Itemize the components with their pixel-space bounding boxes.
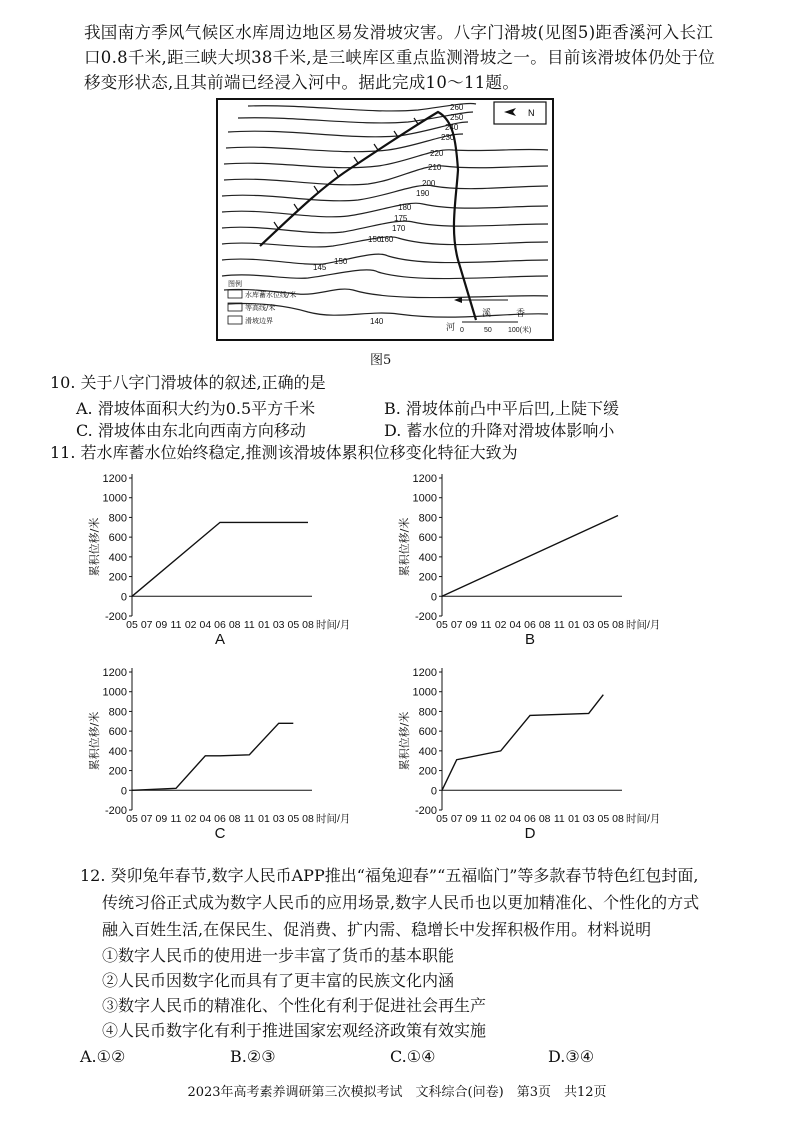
y-tick-label: 600 (108, 726, 127, 739)
scale-label: 0 (460, 327, 464, 334)
series-line (132, 723, 293, 790)
y-tick-label: 800 (108, 512, 127, 525)
x-tick-label: 05 (597, 619, 610, 631)
x-tick-label: 07 (450, 813, 463, 825)
x-axis-label: 时间/月 (316, 619, 351, 631)
x-tick-label: 04 (199, 813, 212, 825)
x-tick-label: 11 (553, 619, 565, 631)
y-tick-label: 600 (418, 532, 437, 545)
x-axis-label: 时间/月 (626, 619, 661, 631)
contour-label: 190 (416, 189, 430, 198)
x-tick-label: 02 (494, 813, 507, 825)
x-tick-label: 08 (612, 619, 624, 631)
x-tick-label: 09 (465, 813, 478, 825)
x-tick-label: 09 (155, 813, 168, 825)
x-tick-label: 02 (184, 813, 197, 825)
contour-label: 250 (450, 113, 464, 122)
x-tick-label: 03 (272, 813, 285, 825)
y-tick-label: 1000 (102, 492, 127, 505)
x-tick-label: 09 (465, 619, 478, 631)
series-line (132, 522, 308, 596)
q12-item-4: ④人民币数字化有利于推进国家宏观经济政策有效实施 (102, 1021, 487, 1040)
contour-label: 230 (441, 133, 455, 142)
y-tick-label: -200 (104, 805, 127, 817)
q10-stem: 10. 关于八字门滑坡体的叙述,正确的是 (50, 373, 326, 392)
y-tick-label: 1200 (102, 473, 127, 485)
x-tick-label: 04 (199, 619, 212, 631)
x-tick-label: 08 (612, 813, 624, 825)
y-tick-label: 800 (418, 512, 437, 525)
x-tick-label: 05 (126, 813, 138, 825)
q12-option-c: C.①④ (390, 1047, 436, 1066)
river-char: 河 (446, 323, 456, 333)
contour-label: 180 (398, 203, 412, 212)
y-tick-label: 800 (108, 706, 127, 719)
y-tick-label: 1000 (102, 686, 127, 699)
y-tick-label: 600 (418, 726, 437, 739)
x-tick-label: 01 (258, 813, 270, 825)
q11-stem: 11. 若水库蓄水位始终稳定,推测该滑坡体累积位移变化特征大致为 (50, 443, 518, 462)
contour-label: 200 (422, 179, 436, 188)
x-tick-label: 08 (302, 813, 314, 825)
q10-option-d: D. 蓄水位的升降对滑坡体影响小 (384, 421, 615, 440)
y-tick-label: 0 (430, 591, 437, 604)
contour-label: 170 (392, 224, 406, 233)
contour-label: 175 (394, 214, 408, 223)
contour-label: 210 (428, 163, 442, 172)
contour-label: 160 (380, 235, 394, 244)
x-tick-label: 11 (480, 619, 492, 631)
contour-label: 220 (430, 149, 444, 158)
contour-label: 140 (370, 317, 384, 326)
x-tick-label: 11 (243, 619, 255, 631)
x-tick-label: 06 (214, 813, 226, 825)
y-tick-label: 400 (108, 551, 127, 564)
y-axis-label: 累积位移/米 (398, 711, 411, 771)
y-tick-label: 400 (418, 745, 437, 758)
scale-label: 100(米) (508, 327, 532, 334)
y-tick-label: -200 (104, 611, 127, 623)
x-tick-label: 11 (553, 813, 565, 825)
x-tick-label: 11 (480, 813, 492, 825)
x-tick-label: 05 (287, 619, 300, 631)
passage-text: 我国南方季风气候区水库周边地区易发滑坡灾害。八字门滑坡(见图5)距香溪河入长江口0.8千米,距三峡大坝38千米,是三峡库区重点监测滑坡之一。目前该滑坡体仍处于位移变形状态,且其前端已经浸入河中。据此完成10～11题。 (84, 23, 716, 92)
x-tick-label: 11 (243, 813, 255, 825)
x-tick-label: 07 (140, 813, 153, 825)
y-tick-label: 1200 (412, 473, 437, 485)
x-tick-label: 05 (126, 619, 138, 631)
legend-item-reservoir: 水库蓄水位线/米 (245, 291, 297, 299)
q12-item-1: ①数字人民币的使用进一步丰富了货币的基本职能 (102, 946, 455, 965)
q10-option-a: A. 滑坡体面积大约为0.5平方千米 (76, 399, 316, 418)
x-tick-label: 11 (170, 619, 182, 631)
x-tick-label: 02 (184, 619, 197, 631)
y-tick-label: 400 (418, 551, 437, 564)
x-axis-label: 时间/月 (626, 813, 661, 825)
y-tick-label: 200 (418, 765, 437, 778)
q12-stem-line: 融入百姓生活,在保民生、促消费、扩内需、稳增长中发挥积极作用。材料说明 (102, 920, 652, 939)
y-tick-label: -200 (414, 611, 437, 623)
chart-c (86, 662, 386, 842)
x-tick-label: 08 (538, 619, 551, 631)
x-tick-label: 04 (509, 619, 522, 631)
x-tick-label: 04 (509, 813, 522, 825)
contour-label: 150 (368, 235, 382, 244)
x-tick-label: 05 (287, 813, 300, 825)
x-tick-label: 06 (214, 619, 226, 631)
panel-label: A (214, 631, 226, 648)
legend-item-boundary: 滑坡边界 (245, 317, 273, 325)
figure-caption: 图5 (370, 353, 392, 368)
x-tick-label: 09 (155, 619, 168, 631)
x-axis-label: 时间/月 (316, 813, 351, 825)
q10-option-b: B. 滑坡体前凸中平后凹,上陡下缓 (384, 399, 620, 418)
y-tick-label: 200 (108, 765, 127, 778)
x-tick-label: 08 (228, 813, 241, 825)
x-tick-label: 08 (302, 619, 314, 631)
contour-label: 260 (450, 103, 464, 112)
landslide-map (216, 98, 554, 341)
y-tick-label: 0 (120, 591, 127, 604)
q12-item-2: ②人民币因数字化而具有了更丰富的民族文化内涵 (102, 971, 455, 990)
contour-label: 145 (313, 263, 327, 272)
q12-stem-line: 12. 癸卯兔年春节,数字人民币APP推出“福兔迎春”“五福临门”等多款春节特色红包封面, (80, 866, 699, 885)
x-tick-label: 08 (228, 619, 241, 631)
x-tick-label: 01 (568, 813, 580, 825)
y-tick-label: 0 (120, 785, 127, 798)
x-tick-label: 05 (597, 813, 610, 825)
chart-b (396, 468, 696, 648)
x-tick-label: 03 (272, 619, 285, 631)
x-tick-label: 01 (568, 619, 580, 631)
river-char: 溪 (482, 309, 492, 319)
x-tick-label: 03 (582, 813, 595, 825)
panel-label: C (214, 825, 226, 842)
y-tick-label: 200 (418, 571, 437, 584)
q12-option-b: B.②③ (230, 1047, 276, 1066)
y-tick-label: 0 (430, 785, 437, 798)
legend-item-contour: 等高线/米 (245, 304, 276, 312)
x-tick-label: 08 (538, 813, 551, 825)
x-tick-label: 07 (450, 619, 463, 631)
y-tick-label: 400 (108, 745, 127, 758)
q12-block (80, 862, 740, 1069)
page-footer: 2023年高考素养调研第三次模拟考试 文科综合(问卷) 第3页 共12页 (187, 1085, 607, 1100)
q12-option-a: A.①② (80, 1047, 126, 1066)
y-tick-label: 1200 (102, 667, 127, 679)
x-tick-label: 03 (582, 619, 595, 631)
y-tick-label: 800 (418, 706, 437, 719)
q12-item-3: ③数字人民币的精准化、个性化有利于促进社会再生产 (102, 996, 487, 1015)
q12-stem-line: 传统习俗正式成为数字人民币的应用场景,数字人民币也以更加精准化、个性化的方式 (102, 893, 700, 912)
contour-label: 150 (334, 257, 348, 266)
panel-label: B (524, 631, 536, 648)
y-tick-label: 200 (108, 571, 127, 584)
x-tick-label: 02 (494, 619, 507, 631)
x-tick-label: 06 (524, 813, 536, 825)
north-label: N (528, 108, 535, 118)
x-tick-label: 07 (140, 619, 153, 631)
legend-title: 图例 (228, 280, 242, 288)
y-axis-label: 累积位移/米 (88, 517, 101, 577)
y-axis-label: 累积位移/米 (398, 517, 411, 577)
contour-label: 240 (445, 123, 459, 132)
y-tick-label: 1000 (412, 686, 437, 699)
river-char: 香 (516, 309, 526, 319)
q10-option-c: C. 滑坡体由东北向西南方向移动 (76, 421, 306, 440)
y-tick-label: 1000 (412, 492, 437, 505)
x-tick-label: 01 (258, 619, 270, 631)
panel-label: D (524, 825, 536, 842)
x-tick-label: 05 (436, 813, 448, 825)
y-tick-label: 600 (108, 532, 127, 545)
landslide-boundary (260, 112, 476, 320)
x-tick-label: 06 (524, 619, 536, 631)
q12-option-d: D.③④ (548, 1047, 595, 1066)
y-axis-label: 累积位移/米 (88, 711, 101, 771)
contour-map-svg (218, 100, 552, 339)
series-line (442, 695, 603, 791)
chart-d (396, 662, 696, 842)
scale-label: 50 (484, 327, 492, 334)
series-line (442, 516, 618, 597)
chart-a (86, 468, 386, 648)
y-tick-label: 1200 (412, 667, 437, 679)
x-tick-label: 11 (170, 813, 182, 825)
x-tick-label: 05 (436, 619, 448, 631)
y-tick-label: -200 (414, 805, 437, 817)
